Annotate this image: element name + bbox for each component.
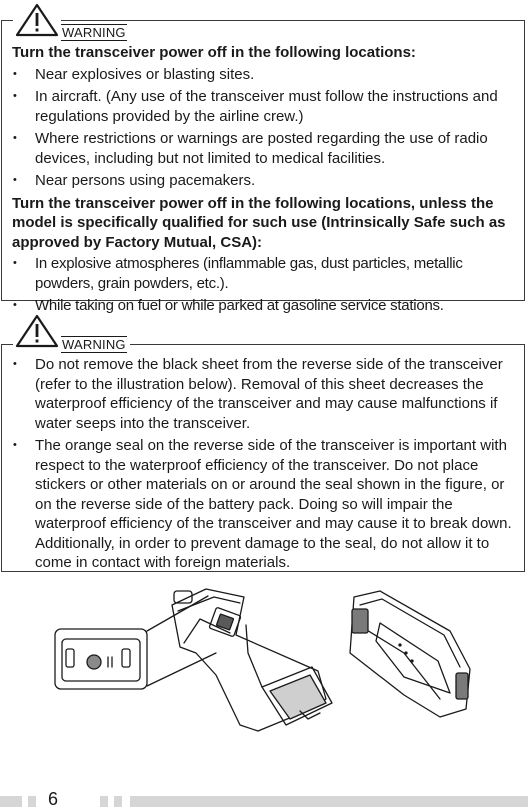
list-item: • Do not remove the black sheet from the reverse side of the transceiver (refer to the illustration below). Removal of this sheet decreases the waterproof efficiency of the transceiver and may cause malfunctions if water seeps into the transceiver.	[12, 355, 514, 433]
transceiver-illustration	[0, 583, 528, 783]
list-item: • In aircraft. (Any use of the transceiver must follow the instructions and regulations provided by the airline crew.)	[12, 87, 514, 126]
transceiver-body	[172, 589, 332, 731]
page-number: 6	[48, 789, 59, 809]
warning-2-list	[12, 355, 514, 573]
warning-triangle-icon	[13, 314, 61, 353]
warning-box-1	[1, 20, 525, 314]
footer-bar-small	[28, 796, 36, 807]
warning-label-text: WARNING	[62, 25, 126, 40]
footer-bar-small	[114, 796, 122, 807]
warning-triangle-icon	[13, 3, 61, 42]
seal-detail-inset	[55, 629, 147, 689]
warning-label-text: WARNING	[62, 337, 126, 352]
page-footer	[0, 790, 528, 809]
warning-2-label	[59, 337, 130, 352]
list-item: • Where restrictions or warnings are posted regarding the use of radio devices, including but not limited to medical facilities.	[12, 129, 514, 168]
warning-1-list-1	[12, 65, 514, 191]
warning-1-list-2	[12, 254, 514, 316]
footer-bar-left	[0, 796, 22, 807]
battery-pack-illustration	[350, 591, 470, 717]
warning-box-1-content	[12, 43, 514, 319]
warning-1-heading-1: Turn the transceiver power off in the following locations:	[12, 44, 416, 61]
footer-bar-small	[100, 796, 108, 807]
warning-1-label	[59, 25, 130, 40]
list-item: • The orange seal on the reverse side of the transceiver is important with respect to the waterproof efficiency of the transceiver. Do not place stickers or other materials on or around the seal shown in the figure, or on the reverse side of the battery pack. Doing so will impair the waterproof efficiency of the transceiver and may cause it to break down. Additionally, in order to prevent damage to the seal, do not allow it to come in contact with foreign materials.	[12, 436, 514, 573]
warning-box-2-content	[12, 355, 514, 576]
footer-bar-right	[130, 796, 528, 807]
warning-1-heading-2: Turn the transceiver power off in the following locations, unless the model is specifically qualified for such use (Intrinsically Safe such as approved by Factory Mutual, CSA):	[12, 194, 506, 251]
list-item: • In explosive atmospheres (inflammable gas, dust particles, metallic powders, grain powders, etc.).	[12, 254, 514, 293]
list-item: • While taking on fuel or while parked at gasoline service stations.	[12, 296, 514, 316]
list-item: • Near persons using pacemakers.	[12, 171, 514, 191]
warning-box-2	[1, 344, 525, 572]
list-item: • Near explosives or blasting sites.	[12, 65, 514, 85]
